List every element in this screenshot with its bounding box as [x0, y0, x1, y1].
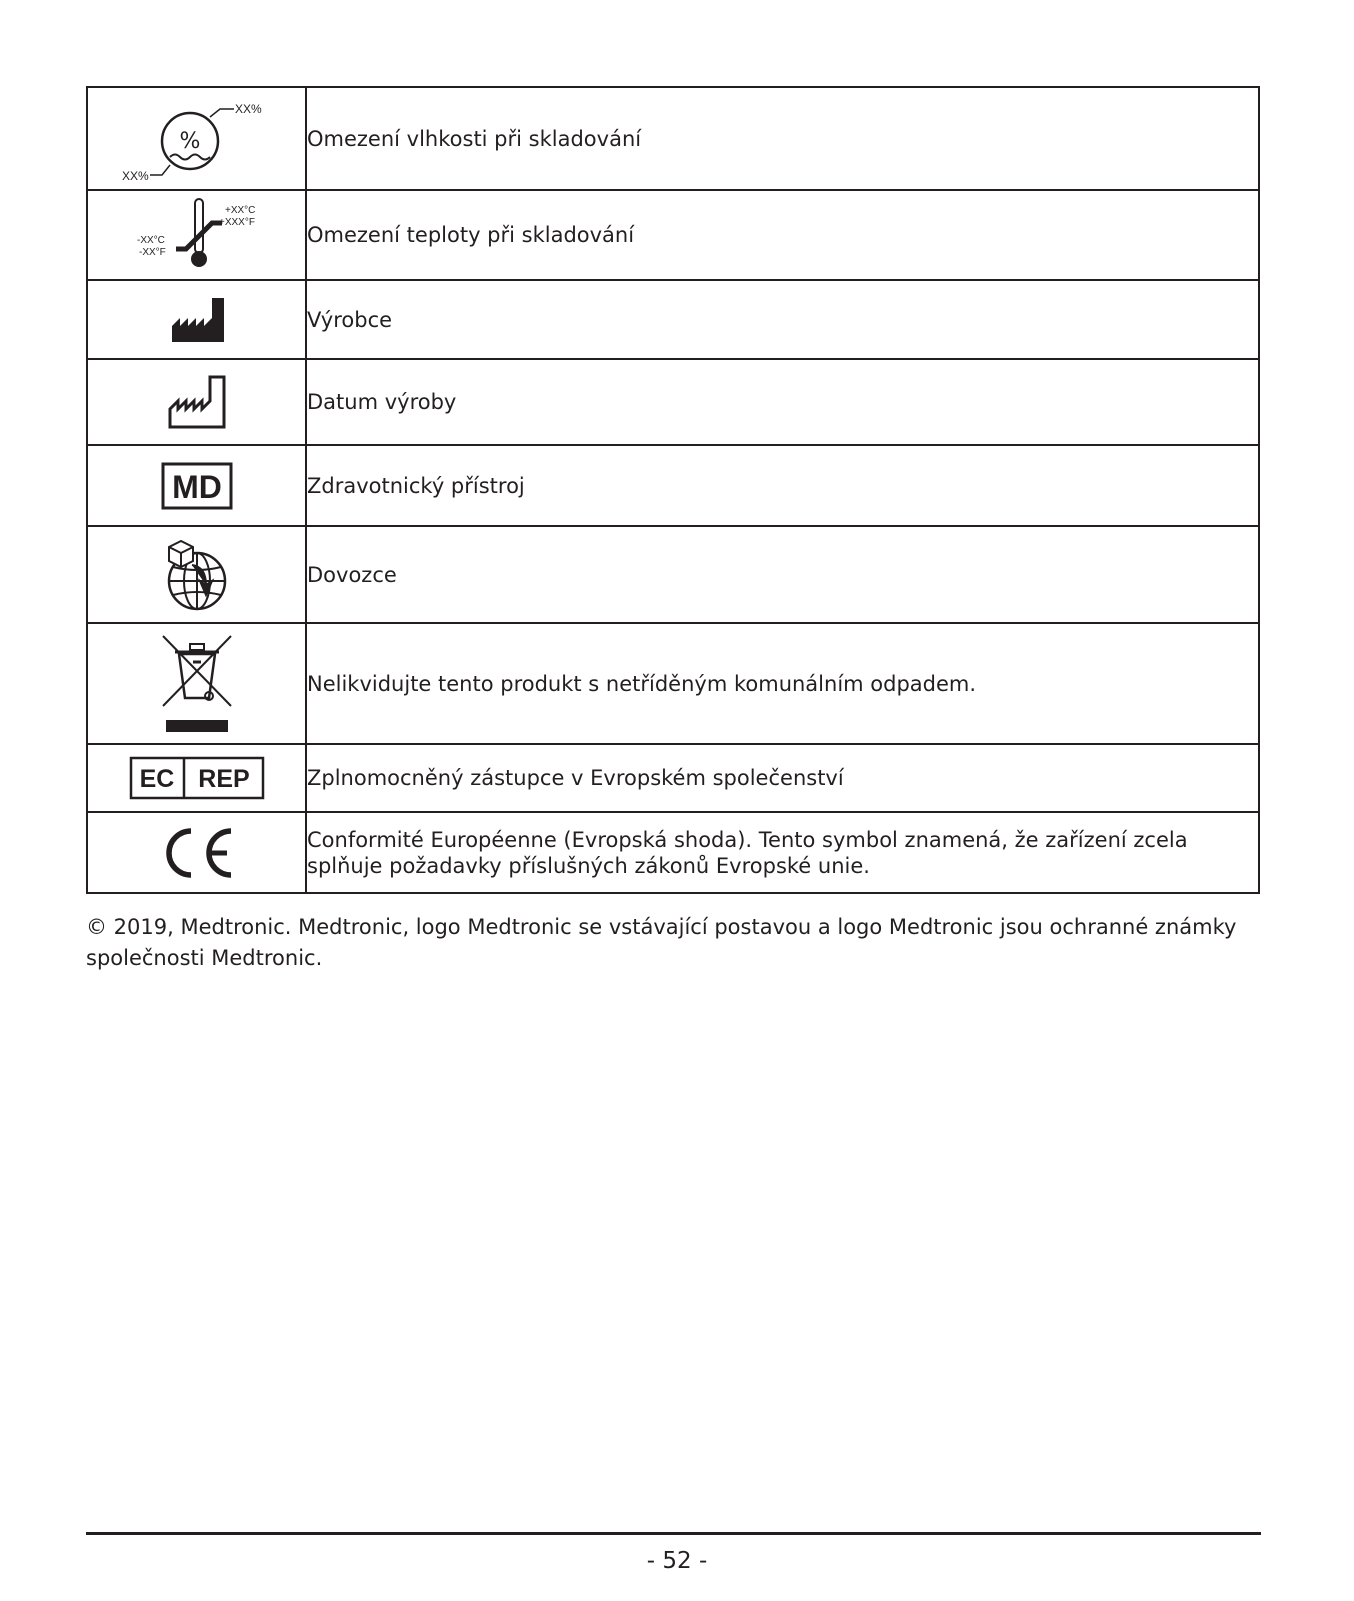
icon-cell — [87, 359, 306, 445]
icon-cell — [87, 445, 306, 526]
table-row — [87, 280, 1259, 359]
symbol-description: Zplnomocněný zástupce v Evropském společenství — [306, 744, 1259, 812]
table-row — [87, 445, 1259, 526]
symbol-description: Výrobce — [306, 280, 1259, 359]
icon-cell — [87, 744, 306, 812]
ec-rep-icon — [129, 756, 265, 800]
symbol-description: Conformité Européenne (Evropská shoda). Tento symbol znamená, že zařízení zcela splňuje požadavky příslušných zákonů Evropské unie. — [306, 812, 1259, 893]
svg-text:REP: REP — [197, 765, 250, 793]
svg-text:XX%: XX% — [121, 168, 149, 183]
table-row — [87, 359, 1259, 445]
weee-crossed-bin-icon — [159, 632, 235, 736]
table-row — [87, 812, 1259, 893]
date-of-manufacture-icon — [166, 373, 228, 431]
table-row — [87, 526, 1259, 623]
icon-cell — [87, 280, 306, 359]
symbol-description: Dovozce — [306, 526, 1259, 623]
symbol-description: Datum výroby — [306, 359, 1259, 445]
icon-cell — [87, 812, 306, 893]
symbol-description: Nelikvidujte tento produkt s netříděným komunálním odpadem. — [306, 623, 1259, 744]
svg-text:-XX°F: -XX°F — [138, 247, 166, 258]
svg-text:XX%: XX% — [234, 101, 262, 116]
svg-text:+XXX°F: +XXX°F — [218, 217, 255, 228]
ce-mark-icon — [159, 825, 235, 881]
page-number: - 52 - — [646, 1548, 708, 1574]
table-row — [87, 190, 1259, 280]
table-row — [87, 623, 1259, 744]
symbols-table — [86, 86, 1260, 894]
icon-cell — [87, 623, 306, 744]
svg-text:MD: MD — [171, 468, 222, 505]
svg-text:EC: EC — [139, 765, 174, 793]
importer-icon — [162, 537, 232, 613]
humidity-limit-icon — [122, 93, 272, 185]
symbol-description: Omezení teploty při skladování — [306, 190, 1259, 280]
icon-cell — [87, 87, 306, 190]
manufacturer-icon — [167, 294, 227, 346]
footer-divider — [86, 1532, 1261, 1535]
copyright-footnote: © 2019, Medtronic. Medtronic, logo Medtronic se vstávající postavou a logo Medtronic jsou ochranné známky společnosti Medtronic. — [86, 915, 1237, 970]
symbol-description: Zdravotnický přístroj — [306, 445, 1259, 526]
table-row — [87, 744, 1259, 812]
temperature-limit-icon — [122, 195, 272, 275]
svg-text:%: % — [179, 128, 200, 154]
icon-cell — [87, 526, 306, 623]
icon-cell — [87, 190, 306, 280]
table-row — [87, 87, 1259, 190]
symbol-description: Omezení vlhkosti při skladování — [306, 87, 1259, 190]
svg-text:+XX°C: +XX°C — [224, 205, 255, 216]
svg-text:-XX°C: -XX°C — [136, 235, 165, 246]
medical-device-icon — [161, 462, 233, 510]
